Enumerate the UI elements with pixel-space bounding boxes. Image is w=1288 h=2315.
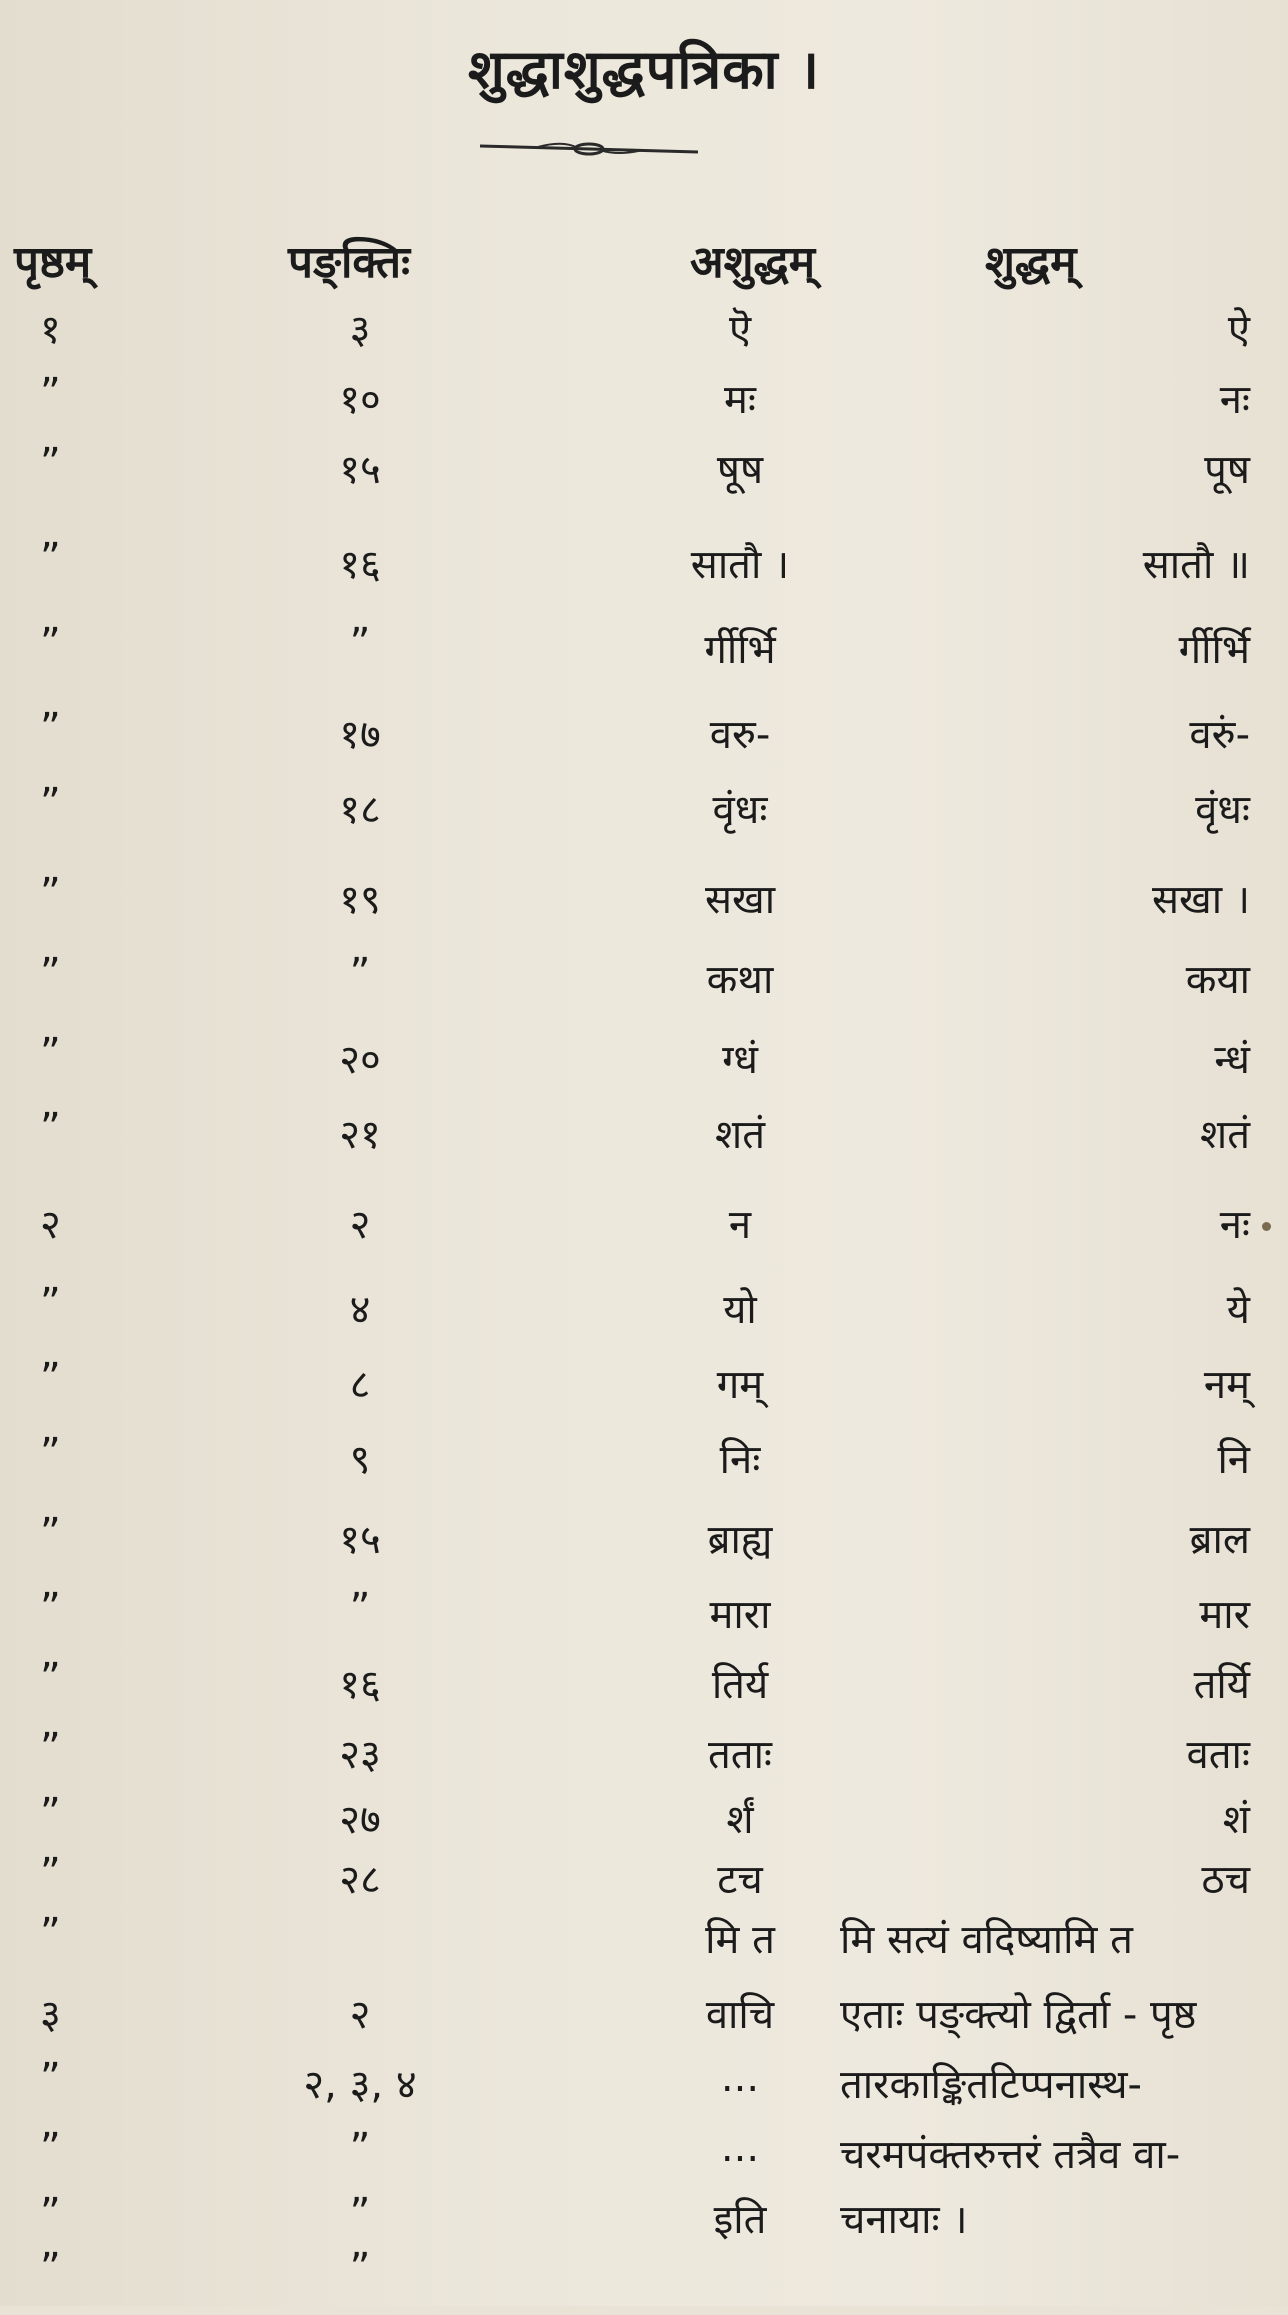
cell-page: ” bbox=[40, 1510, 61, 1556]
cell-line: ” bbox=[349, 2190, 371, 2236]
cell-line: २८ bbox=[339, 1857, 381, 1903]
table-row bbox=[0, 1195, 1288, 1265]
cell-page: ” bbox=[40, 620, 61, 666]
table-row bbox=[0, 535, 1288, 605]
cell-page: ” bbox=[40, 1355, 61, 1401]
cell-page: १ bbox=[40, 307, 61, 353]
cell-correct: ऐ bbox=[1227, 307, 1250, 353]
cell-incorrect: वरु- bbox=[709, 712, 771, 758]
cell-line: ३ bbox=[349, 307, 371, 353]
table-row bbox=[0, 1030, 1288, 1100]
cell-line: २, ३, ४ bbox=[303, 2062, 417, 2108]
table-row bbox=[0, 370, 1288, 440]
cell-page: ” bbox=[40, 705, 61, 751]
cell-correct: शं bbox=[1222, 1797, 1250, 1843]
cell-correct: वताः bbox=[1186, 1732, 1250, 1778]
cell-incorrect: निः bbox=[719, 1437, 761, 1483]
cell-page: ” bbox=[40, 1655, 61, 1701]
cell-incorrect: इति bbox=[713, 2197, 767, 2243]
table-row bbox=[0, 300, 1288, 370]
cell-incorrect: ब्राह्य bbox=[707, 1517, 773, 1563]
cell-incorrect: कथा bbox=[706, 957, 774, 1003]
table-row bbox=[0, 1655, 1288, 1725]
cell-correct: सखा । bbox=[1152, 877, 1250, 923]
ink-speck bbox=[1262, 1222, 1271, 1231]
table-row bbox=[0, 1910, 1288, 1980]
table-row bbox=[0, 705, 1288, 775]
cell-line: १६ bbox=[339, 1662, 381, 1708]
cell-line: २० bbox=[339, 1037, 381, 1083]
cell-page: ” bbox=[40, 1790, 61, 1836]
header-correct: शुद्धम् bbox=[985, 237, 1077, 288]
cell-page: ” bbox=[40, 1585, 61, 1631]
cell-incorrect: यो bbox=[723, 1287, 757, 1333]
cell-incorrect: र्गीर्भि bbox=[704, 627, 776, 673]
cell-correct: ठच bbox=[1201, 1857, 1250, 1903]
cell-correct: ब्राल bbox=[1189, 1517, 1250, 1563]
cell-line: १५ bbox=[339, 447, 381, 493]
header-incorrect: अशुद्धम् bbox=[690, 237, 816, 288]
cell-page: ” bbox=[40, 1910, 61, 1956]
cell-correct: तर्यि bbox=[1193, 1662, 1250, 1708]
table-row bbox=[0, 620, 1288, 690]
cell-correct: नः bbox=[1219, 1202, 1250, 1248]
cell-page: ” bbox=[40, 1430, 61, 1476]
cell-correct: तारकाङ्कितटिप्पनास्थ- bbox=[840, 2062, 1142, 2108]
cell-correct: नम् bbox=[1203, 1362, 1250, 1408]
header-page: पृष्ठम् bbox=[14, 237, 92, 288]
cell-incorrect: गम् bbox=[716, 1362, 764, 1408]
ornament-divider bbox=[478, 128, 700, 168]
table-row bbox=[0, 440, 1288, 510]
cell-correct: र्गीर्भि bbox=[1178, 627, 1250, 673]
cell-correct: मि सत्यं वदिष्यामि त bbox=[840, 1917, 1133, 1963]
table-row bbox=[0, 2125, 1288, 2195]
cell-incorrect: टच bbox=[717, 1857, 763, 1903]
cell-page: ” bbox=[40, 1105, 61, 1151]
cell-page: ” bbox=[40, 440, 61, 486]
cell-line: ” bbox=[349, 2125, 371, 2171]
table-row bbox=[0, 1355, 1288, 1425]
cell-line: १८ bbox=[339, 787, 381, 833]
cell-correct: पूष bbox=[1204, 447, 1250, 493]
table-row bbox=[0, 1510, 1288, 1580]
cell-page: २ bbox=[40, 1202, 61, 1248]
table-row bbox=[0, 1105, 1288, 1175]
header-line: पङ्क्तिः bbox=[288, 237, 410, 288]
cell-correct: नि bbox=[1217, 1437, 1250, 1483]
cell-line: ” bbox=[349, 1585, 371, 1631]
cell-line: ९ bbox=[349, 1437, 371, 1483]
cell-correct: कया bbox=[1185, 957, 1250, 1003]
cell-line: १५ bbox=[339, 1517, 381, 1563]
cell-correct: नः bbox=[1219, 377, 1250, 423]
cell-line: ८ bbox=[349, 1362, 371, 1408]
cell-incorrect: ... bbox=[720, 2125, 760, 2171]
cell-line: १९ bbox=[339, 877, 381, 923]
cell-page: ” bbox=[40, 1725, 61, 1771]
table-row bbox=[0, 2245, 1288, 2315]
cell-incorrect: वाचि bbox=[705, 1992, 775, 2038]
cell-incorrect: षूष bbox=[716, 447, 764, 493]
cell-incorrect: ग्धं bbox=[722, 1037, 758, 1083]
cell-correct: ये bbox=[1226, 1287, 1250, 1333]
cell-line: १६ bbox=[339, 542, 381, 588]
cell-page: ” bbox=[40, 370, 61, 416]
table-row bbox=[0, 870, 1288, 940]
cell-incorrect: तिर्य bbox=[711, 1662, 769, 1708]
cell-page: ३ bbox=[40, 1992, 61, 2038]
cell-line: २ bbox=[349, 1202, 371, 1248]
cell-page: ” bbox=[40, 2190, 61, 2236]
cell-page: ” bbox=[40, 870, 61, 916]
cell-correct: सातौ ॥ bbox=[1142, 542, 1250, 588]
cell-line: २ bbox=[349, 1992, 371, 2038]
cell-page: ” bbox=[40, 1850, 61, 1896]
cell-correct: न्धं bbox=[1214, 1037, 1250, 1083]
cell-correct: चनायाः । bbox=[840, 2197, 968, 2243]
cell-page: ” bbox=[40, 1030, 61, 1076]
cell-line: २३ bbox=[339, 1732, 381, 1778]
cell-page: ” bbox=[40, 2055, 61, 2101]
cell-correct: चरमपंक्तरुत्तरं तत्रैव वा- bbox=[840, 2132, 1181, 2178]
cell-incorrect: तताः bbox=[707, 1732, 773, 1778]
cell-correct: एताः पङ्क्त्यो द्विर्ता - पृष्ठ bbox=[840, 1992, 1197, 2038]
cell-page: ” bbox=[40, 1280, 61, 1326]
cell-incorrect: मारा bbox=[709, 1592, 771, 1638]
cell-page: ” bbox=[40, 2125, 61, 2171]
cell-correct: शतं bbox=[1200, 1112, 1250, 1158]
page-title: शुद्धाशुद्धपत्रिका । bbox=[468, 38, 820, 101]
cell-incorrect: मः bbox=[724, 377, 756, 423]
cell-incorrect: मि त bbox=[705, 1917, 775, 1963]
cell-page: ” bbox=[40, 780, 61, 826]
table-row bbox=[0, 1430, 1288, 1500]
cell-line: २७ bbox=[339, 1797, 381, 1843]
cell-line: १७ bbox=[339, 712, 381, 758]
cell-incorrect: सखा bbox=[704, 877, 776, 923]
cell-incorrect: र्शं bbox=[726, 1797, 754, 1843]
cell-line: २१ bbox=[339, 1112, 381, 1158]
cell-incorrect: न bbox=[728, 1202, 752, 1248]
table-row bbox=[0, 780, 1288, 850]
cell-incorrect: ऎ bbox=[728, 307, 752, 353]
cell-incorrect: वृंधः bbox=[712, 787, 768, 833]
table-row bbox=[0, 1280, 1288, 1350]
cell-line: १० bbox=[339, 377, 381, 423]
cell-page: ” bbox=[40, 2245, 61, 2291]
cell-line: ४ bbox=[349, 1287, 371, 1333]
cell-incorrect: सातौ । bbox=[690, 542, 790, 588]
cell-line: ” bbox=[349, 620, 371, 666]
cell-page: ” bbox=[40, 950, 61, 996]
table-row bbox=[0, 1725, 1288, 1795]
cell-correct: वृंधः bbox=[1195, 787, 1250, 833]
cell-incorrect: शतं bbox=[715, 1112, 765, 1158]
cell-correct: मार bbox=[1199, 1592, 1250, 1638]
table-row bbox=[0, 1985, 1288, 2055]
cell-incorrect: ... bbox=[720, 2055, 760, 2101]
cell-page: ” bbox=[40, 535, 61, 581]
table-row bbox=[0, 950, 1288, 1020]
cell-correct: वरुं- bbox=[1189, 712, 1250, 758]
table-row bbox=[0, 2055, 1288, 2125]
cell-line: ” bbox=[349, 950, 371, 996]
cell-line: ” bbox=[349, 2245, 371, 2291]
table-row bbox=[0, 1585, 1288, 1655]
